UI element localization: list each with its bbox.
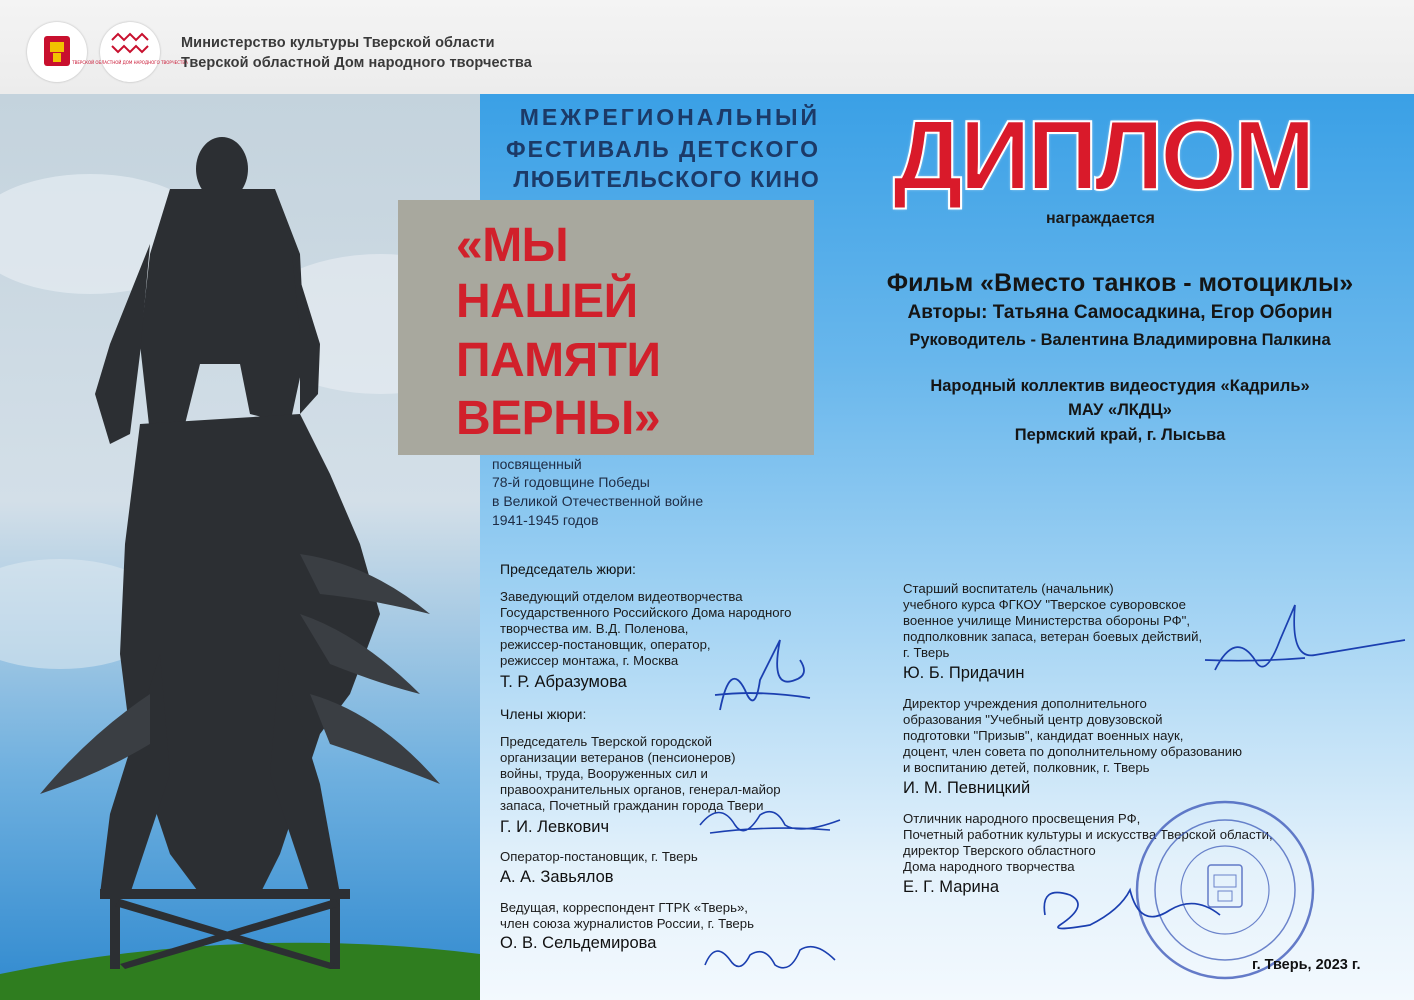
jury-member-desc: организации ветеранов (пенсионеров) xyxy=(500,750,736,765)
folk-house-name: Тверской областной Дом народного творчества xyxy=(181,55,532,71)
region-name: Пермский край, г. Лысьва xyxy=(1014,426,1226,444)
institution-name: МАУ «ЛКДЦ» xyxy=(1068,401,1172,419)
festival-slogan xyxy=(398,200,814,455)
dedication-line: в Великой Отечественной войне xyxy=(492,493,704,509)
signature-member-1 xyxy=(690,795,850,845)
slogan-line: «МЫ xyxy=(456,219,569,272)
slogan-line: ПАМЯТИ xyxy=(456,334,661,387)
dedication-line: 1941-1945 годов xyxy=(492,512,599,528)
logo-caption: ТВЕРСКОЙ ОБЛАСТНОЙ ДОМ НАРОДНОГО ТВОРЧЕСТВА xyxy=(72,60,188,65)
jury-member-desc: член союза журналистов России, г. Тверь xyxy=(500,916,754,931)
jury-chair-name: Т. Р. Абразумова xyxy=(500,673,627,691)
jury-member-desc: Старший воспитатель (начальник) xyxy=(903,581,1114,596)
jury-member-name: Г. И. Левкович xyxy=(500,818,610,836)
coat-of-arms-icon xyxy=(27,22,87,82)
jury-member-desc: учебного курса ФГКОУ "Тверское суворовское xyxy=(903,597,1186,612)
jury-member-desc: Оператор-постановщик, г. Тверь xyxy=(500,849,698,864)
jury-member-desc: запаса, Почетный гражданин города Твери xyxy=(500,798,764,813)
jury-chair-desc: Заведующий отделом видеотворчества xyxy=(500,589,743,604)
jury-member-desc: военное училище Министерства обороны РФ", xyxy=(903,613,1190,628)
festival-title-line-2: ФЕСТИВАЛЬ ДЕТСКОГО xyxy=(506,136,820,162)
festival-title-line-3: ЛЮБИТЕЛЬСКОГО КИНО xyxy=(513,166,820,192)
awarded-label: награждается xyxy=(1046,210,1155,227)
signature-member-4 xyxy=(1195,600,1410,705)
jury-members-heading: Члены жюри: xyxy=(500,706,587,722)
jury-chair-desc: режиссер монтажа, г. Москва xyxy=(500,653,679,668)
jury-member-desc: Председатель Тверской городской xyxy=(500,734,712,749)
jury-member-name: А. А. Завьялов xyxy=(500,868,614,886)
signature-chair xyxy=(700,620,820,730)
city-date: г. Тверь, 2023 г. xyxy=(1252,957,1361,973)
jury-chair-desc: творчества им. В.Д. Поленова, xyxy=(500,621,689,636)
signature-member-3 xyxy=(695,930,845,985)
jury-member-name: Ю. Б. Придачин xyxy=(903,664,1025,682)
jury-member-desc: г. Тверь xyxy=(903,645,950,660)
jury-chair-desc: Государственного Российского Дома народного xyxy=(500,605,792,620)
jury-member-desc: Ведущая, корреспондент ГТРК «Тверь», xyxy=(500,900,748,915)
jury-member-name: О. В. Сельдемирова xyxy=(500,934,657,952)
jury-member-desc: и воспитанию детей, полковник, г. Тверь xyxy=(903,760,1150,775)
dedication-line: посвященный xyxy=(492,456,582,472)
jury-member-name: Е. Г. Марина xyxy=(903,878,1000,896)
slogan-line: ВЕРНЫ» xyxy=(456,392,661,445)
jury-member-desc: директор Тверского областного xyxy=(903,843,1096,858)
folk-art-house-logo xyxy=(72,22,188,82)
film-supervisor: Руководитель - Валентина Владимировна Палкина xyxy=(909,331,1331,349)
jury-member-desc: Отличник народного просвещения РФ, xyxy=(903,811,1141,826)
jury-member-desc: Дома народного творчества xyxy=(903,859,1075,874)
jury-member-desc: доцент, член совета по дополнительному образованию xyxy=(903,744,1243,759)
jury-member-desc: подготовки "Призыв", кандидат военных наук, xyxy=(903,728,1184,743)
jury-member-name: И. М. Певницкий xyxy=(903,779,1031,797)
festival-title-line-1: МЕЖРЕГИОНАЛЬНЫЙ xyxy=(519,104,820,130)
jury-member-desc: правоохранительных органов, генерал-майор xyxy=(500,782,781,797)
film-title: Фильм «Вместо танков - мотоциклы» xyxy=(886,269,1354,297)
header-bar xyxy=(0,0,1414,94)
signature-member-6 xyxy=(1030,870,1230,945)
jury-member-desc: образования "Учебный центр довузовской xyxy=(903,712,1163,727)
film-authors: Авторы: Татьяна Самосадкина, Егор Оборин xyxy=(907,302,1333,323)
ministry-name: Министерство культуры Тверской области xyxy=(181,35,495,51)
dedication-line: 78-й годовщине Победы xyxy=(492,474,650,490)
jury-member-desc: подполковник запаса, ветеран боевых действий, xyxy=(903,629,1203,644)
jury-member-desc: Директор учреждения дополнительного xyxy=(903,696,1147,711)
collective-name: Народный коллектив видеостудия «Кадриль» xyxy=(930,377,1310,395)
jury-member-desc: Почетный работник культуры и искусства Тверской области, xyxy=(903,827,1273,842)
jury-chair-heading: Председатель жюри: xyxy=(500,561,636,577)
jury-member-desc: войны, труда, Вооруженных сил и xyxy=(500,766,708,781)
diploma-title: ДИПЛОМ xyxy=(893,100,1313,210)
slogan-line: НАШЕЙ xyxy=(456,275,638,328)
jury-chair-desc: режиссер-постановщик, оператор, xyxy=(500,637,711,652)
